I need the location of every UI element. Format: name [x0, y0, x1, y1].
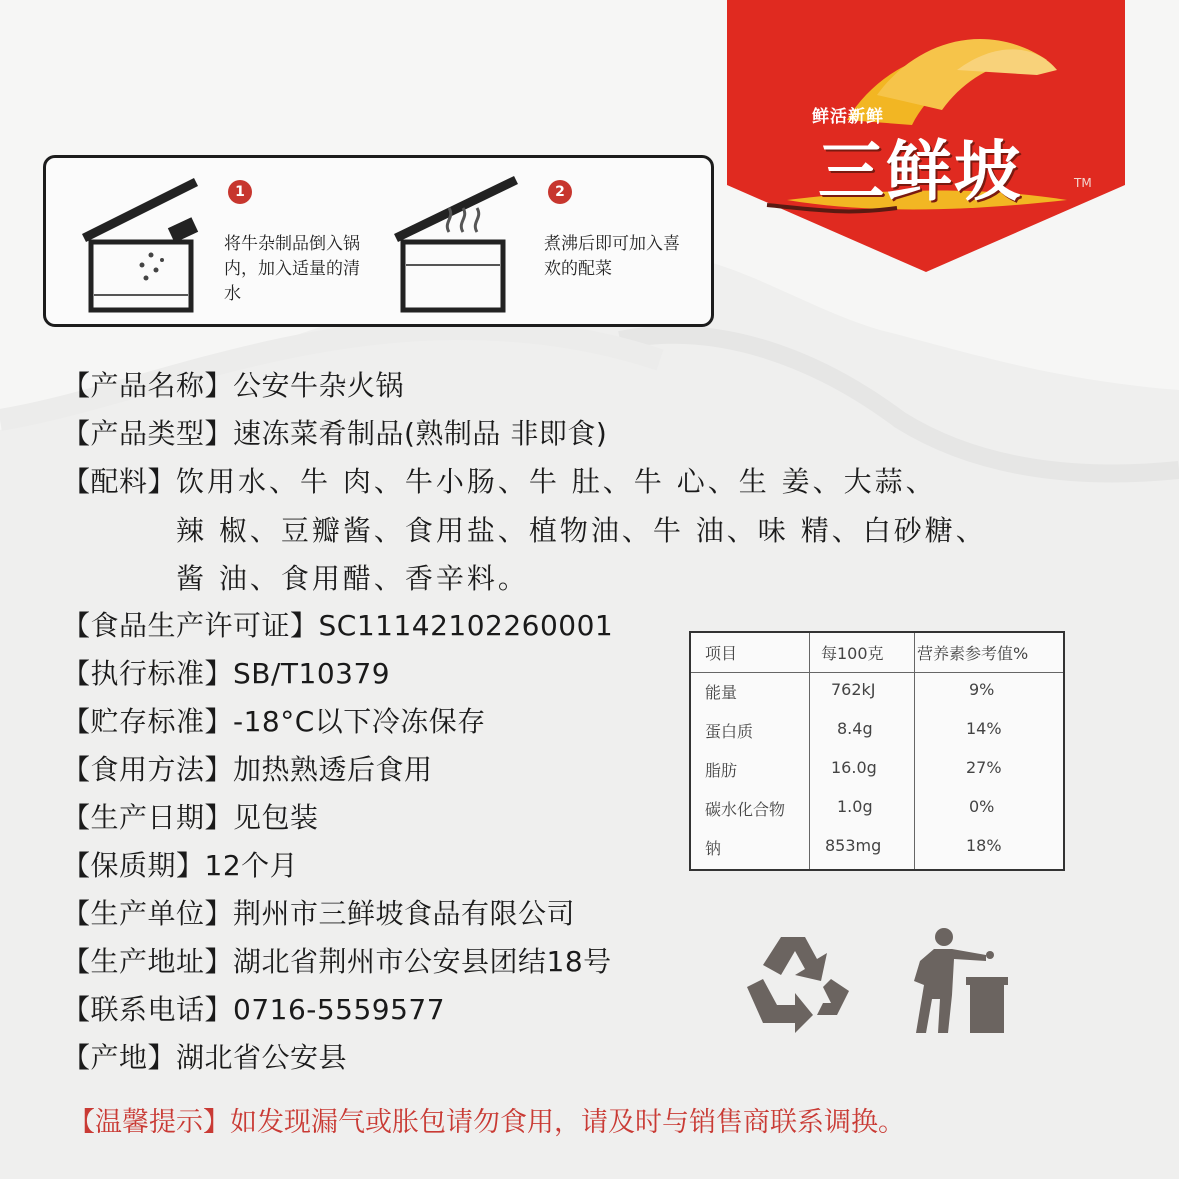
nutrition-row: [691, 789, 1063, 828]
nutrition-row: [691, 711, 1063, 750]
nutrient-value: 853mg: [825, 836, 882, 855]
nutrient-nrv: 14%: [966, 719, 1002, 738]
nutrition-table: [689, 631, 1065, 871]
nutrient-value: 762kJ: [831, 680, 876, 699]
nutrient-nrv: 0%: [969, 797, 995, 816]
storage-condition: 【贮存标准】-18°C以下冷冻保存: [62, 705, 486, 738]
ingredients-label: 【配料】: [62, 465, 177, 498]
nutrient-name: 脂肪: [705, 761, 738, 780]
step-2-number: 2: [548, 180, 572, 204]
nutrition-row: [691, 750, 1063, 789]
nutrient-value: 16.0g: [831, 758, 877, 777]
nutrient-value: 1.0g: [837, 797, 873, 816]
step-1-number: 1: [228, 180, 252, 204]
brand-slogan: 鲜活新鲜: [812, 107, 884, 127]
step-1-text: 将牛杂制品倒入锅内，加入适量的清水: [224, 234, 360, 304]
nutrition-header-per100g: 每100克: [821, 644, 884, 663]
nutrient-name: 蛋白质: [705, 722, 754, 741]
producer: 【生产单位】荆州市三鲜坡食品有限公司: [62, 897, 576, 930]
brand-name: 三鲜坡: [818, 133, 1022, 210]
nutrient-nrv: 18%: [966, 836, 1002, 855]
nutrient-name: 碳水化合物: [705, 800, 786, 819]
nutrition-header-nrv: 营养素参考值%: [917, 644, 1029, 663]
production-date: 【生产日期】见包装: [62, 801, 319, 834]
product-name: 【产品名称】公安牛杂火锅: [62, 369, 405, 402]
nutrition-header-row: [691, 633, 1063, 672]
production-address: 【生产地址】湖北省荆州市公安县团结18号: [62, 945, 612, 978]
ingredients-line-2: 辣 椒、豆瓣酱、食用盐、植物油、牛 油、味 精、白砂糖、: [176, 514, 987, 547]
warm-tip: 【温馨提示】如发现漏气或胀包请勿食用，请及时与销售商联系调换。: [68, 1107, 905, 1138]
nutrient-name: 钠: [705, 839, 722, 858]
nutrient-value: 8.4g: [837, 719, 873, 738]
nutrition-row: [691, 828, 1063, 867]
nutrition-row: [691, 672, 1063, 711]
production-license: 【食品生产许可证】SC11142102260001: [62, 609, 614, 642]
nutrient-name: 能量: [705, 683, 738, 702]
execution-standard: 【执行标准】SB/T10379: [62, 657, 391, 690]
ingredients-line-1: 饮用水、牛 肉、牛小肠、牛 肚、牛 心、生 姜、大蒜、: [176, 465, 937, 498]
usage-method: 【食用方法】加热熟透后食用: [62, 753, 433, 786]
nutrition-header-item: 项目: [705, 644, 738, 663]
ingredients-line-3: 酱 油、食用醋、香辛料。: [176, 562, 529, 595]
cooking-instructions-box: [43, 155, 714, 327]
product-type: 【产品类型】速冻菜肴制品(熟制品 非即食): [62, 417, 608, 450]
contact-phone: 【联系电话】0716-5559577: [62, 993, 446, 1026]
nutrient-nrv: 9%: [969, 680, 995, 699]
pot-pour-icon: [76, 170, 206, 315]
shelf-life: 【保质期】12个月: [62, 849, 299, 882]
litter-bin-icon: [900, 925, 1010, 1037]
pot-steam-icon: [391, 170, 521, 315]
trademark-mark: TM: [1074, 176, 1092, 190]
place-of-origin: 【产地】湖北省公安县: [62, 1041, 348, 1074]
nutrient-nrv: 27%: [966, 758, 1002, 777]
recycle-icon: [733, 929, 853, 1039]
step-2-text: 煮沸后即可加入喜欢的配菜: [544, 234, 680, 279]
